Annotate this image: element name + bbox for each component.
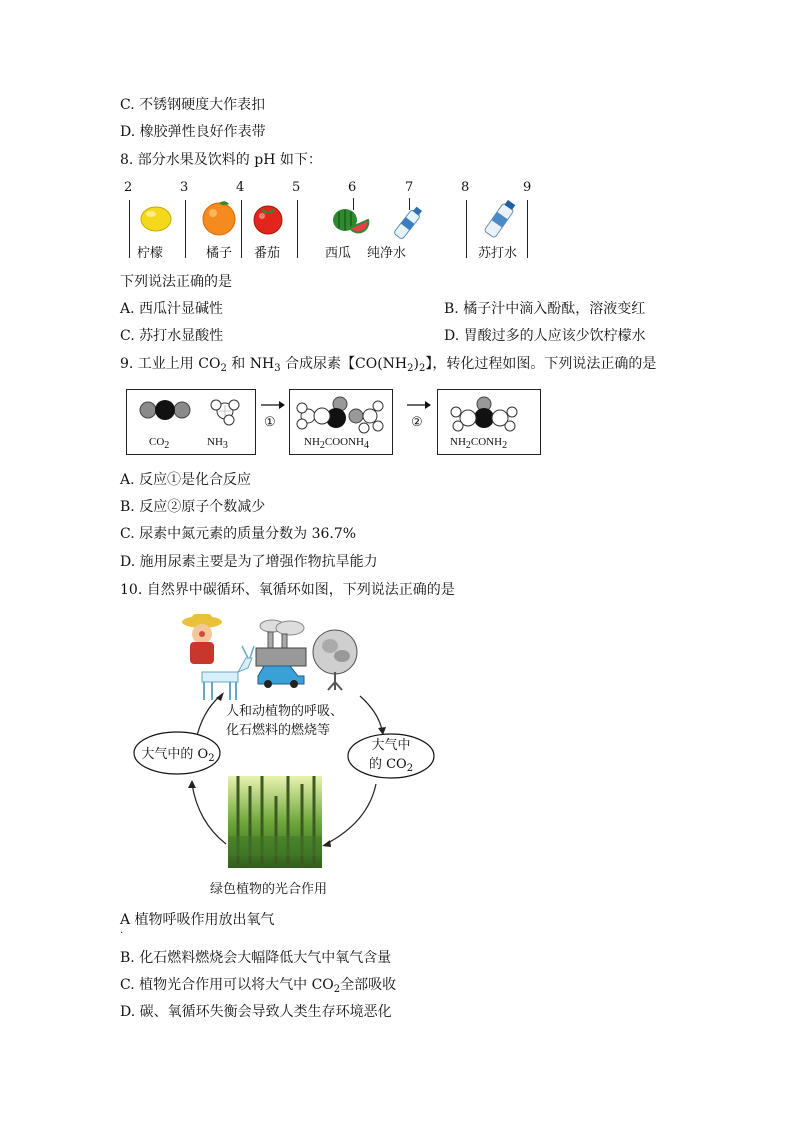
label-text: 大气中 xyxy=(371,738,411,753)
ph-item-label: 纯净水 xyxy=(367,246,407,261)
q9-text: 9. 工业上用 CO xyxy=(120,356,221,372)
ph-item-label: 橘子 xyxy=(206,246,233,261)
ph-tick: 5 xyxy=(292,180,301,195)
co2-caption xyxy=(149,436,170,451)
water-bottle-icon xyxy=(390,204,426,244)
step-1-label: ① xyxy=(264,415,276,430)
subscript: 2 xyxy=(406,763,414,774)
subscript: 2 xyxy=(407,363,414,374)
ph-tick: 9 xyxy=(523,180,532,195)
intermediate-box xyxy=(289,389,393,455)
subscript: 2 xyxy=(319,440,325,451)
q10-stem: 10. 自然界中碳循环、氧循环如图，下列说法正确的是 xyxy=(120,582,455,598)
q10-option-a-dot: · xyxy=(120,928,124,939)
q9-text: 和 NH xyxy=(226,356,275,372)
subscript: 3 xyxy=(274,363,281,374)
product-box xyxy=(437,389,541,455)
arrow-icon xyxy=(260,400,286,410)
ph-scale-figure xyxy=(120,180,540,262)
ph-tick: 2 xyxy=(124,180,133,195)
oxygen-label xyxy=(140,743,216,762)
subscript: 2 xyxy=(465,440,471,451)
caption-text: NH xyxy=(304,436,320,448)
nh3-caption xyxy=(207,436,228,451)
ph-item-label: 番茄 xyxy=(254,246,281,261)
q9-option-c: C. 尿素中氮元素的质量分数为 36.7% xyxy=(120,526,357,542)
q10-option-d: D. 碳、氧循环失衡会导致人类生存环境恶化 xyxy=(120,1004,392,1020)
q8-option-d: D. 胃酸过多的人应该少饮柠檬水 xyxy=(444,328,646,344)
ph-item-label: 柠檬 xyxy=(137,246,164,261)
q9-text: ) xyxy=(413,356,419,372)
ph-marker-line xyxy=(129,200,130,258)
option-text: 全部吸收 xyxy=(340,977,397,993)
subscript: 2 xyxy=(333,984,341,995)
subscript: 2 xyxy=(208,753,215,764)
cycle-top-line-2: 化石燃料的燃烧等 xyxy=(226,723,331,738)
intermediate-caption xyxy=(304,436,370,451)
ph-marker-line xyxy=(241,200,242,258)
ph-tick: 4 xyxy=(236,180,245,195)
caption-text: CO xyxy=(149,436,165,448)
subscript: 2 xyxy=(164,440,170,451)
ph-tick: 8 xyxy=(461,180,470,195)
label-text: 的 CO xyxy=(368,757,407,772)
urea-molecule-icon xyxy=(446,394,532,434)
cycle-bottom-label: 绿色植物的光合作用 xyxy=(210,882,328,897)
subscript: 2 xyxy=(502,440,508,451)
option-text: C. 植物光合作用可以将大气中 CO xyxy=(120,977,334,993)
ammonium-carbamate-molecule-icon xyxy=(294,394,388,434)
q9-option-a: A. 反应①是化合反应 xyxy=(120,472,252,488)
co2-molecule-icon xyxy=(137,398,193,422)
subscript: 2 xyxy=(418,363,426,374)
ph-marker-line xyxy=(185,200,186,258)
q8-option-b: B. 橘子汁中滴入酚酞，溶液变红 xyxy=(444,301,646,317)
ph-marker-line xyxy=(297,200,298,258)
subscript: 4 xyxy=(364,440,370,451)
q10-option-b: B. 化石燃料燃烧会大幅降低大气中氧气含量 xyxy=(120,950,392,966)
orange-icon xyxy=(200,198,238,236)
q9-option-d: D. 施用尿素主要是为了增强作物抗旱能力 xyxy=(120,554,378,570)
cycle-top-line-1: 人和动植物的呼吸、 xyxy=(226,704,344,719)
ph-item-label: 西瓜 xyxy=(325,246,352,261)
q10-option-a: A 植物呼吸作用放出氧气 xyxy=(120,912,275,928)
q7-option-c: C. 不锈钢硬度大作表扣 xyxy=(120,97,266,113)
q9-text: 】，转化过程如图。下列说法正确的是 xyxy=(425,356,657,372)
subscript: 2 xyxy=(220,363,227,374)
co2-label xyxy=(366,736,416,774)
q8-ask: 下列说法正确的是 xyxy=(120,274,232,290)
nh3-molecule-icon xyxy=(205,396,245,426)
ph-item-label: 苏打水 xyxy=(478,246,518,261)
q8-stem: 8. 部分水果及饮料的 pH 如下： xyxy=(120,152,322,168)
reactants-box xyxy=(126,389,256,455)
label-text: 大气中的 O xyxy=(141,747,209,762)
q9-stem xyxy=(120,354,656,374)
q7-option-d: D. 橡胶弹性良好作表带 xyxy=(120,124,266,140)
caption-text: COONH xyxy=(324,436,365,448)
carbon-oxygen-cycle-figure xyxy=(120,612,450,902)
q8-option-a: A. 西瓜汁显碱性 xyxy=(120,301,224,317)
soda-bottle-icon xyxy=(480,198,520,242)
q9-option-b: B. 反应②原子个数减少 xyxy=(120,499,266,515)
arrow-icon xyxy=(406,400,432,410)
ph-tick: 3 xyxy=(180,180,189,195)
forest-image xyxy=(228,776,322,868)
caption-text: NH xyxy=(207,436,223,448)
subscript: 3 xyxy=(222,440,228,451)
ph-tick: 6 xyxy=(348,180,357,195)
q8-option-c: C. 苏打水显酸性 xyxy=(120,328,224,344)
ph-marker-line xyxy=(466,200,467,258)
product-caption xyxy=(450,436,508,451)
caption-text: CONH xyxy=(470,436,503,448)
tomato-icon xyxy=(250,200,286,236)
lemon-icon xyxy=(138,202,174,234)
q9-text: 合成尿素【CO(NH xyxy=(280,356,408,372)
watermelon-icon xyxy=(330,206,370,234)
q10-option-c xyxy=(120,975,396,995)
ph-marker-line xyxy=(527,200,528,258)
step-2-label: ② xyxy=(411,415,423,430)
ph-tick: 7 xyxy=(405,180,414,195)
caption-text: NH xyxy=(450,436,466,448)
